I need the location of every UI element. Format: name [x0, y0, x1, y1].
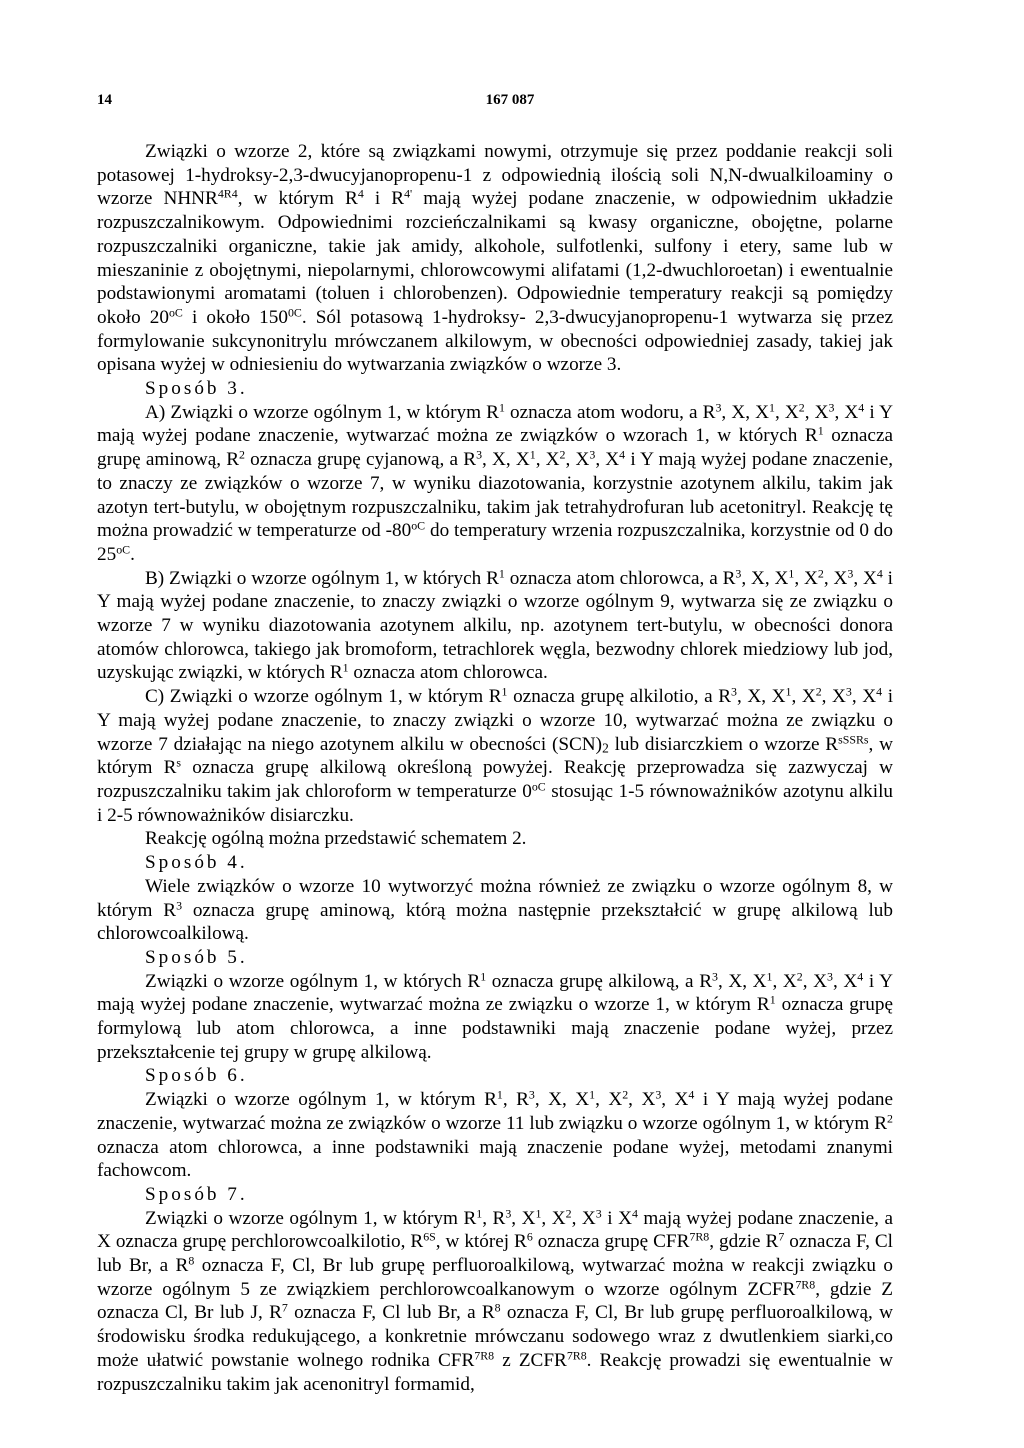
page-header: [97, 92, 923, 116]
section-heading-sposob-3: Sposób 3.: [145, 378, 248, 400]
section-heading-sposob-6: Sposób 6.: [145, 1065, 248, 1087]
section-heading-sposob-5: Sposób 5.: [145, 946, 248, 968]
paragraph-3c: C) Związki o wzorze ogólnym 1, w którym $R^1$ oznacza grupę alkilotio, a $R^3$, X, $X^1$, $X^2$, $X^3$, $X^4$ i Y mają wyżej podane znaczenie, to znaczy związki o wzorze 10, wytwarzać można ze związku o wzorze 7 działając na niego azotynem alkilu w obecności $(SCN)_2$ lub disiarczkiem o wzorze $R^{sSSRs}$, w którym $R^s$ oznacza grupę alkilową określoną powyżej. Reakcję przeprowadza się zazwyczaj w rozpuszczalniku takim jak chloroform w temperaturze $0^{oC}$ stosując 1-5 równoważników azotynu alkilu i 2-5 równoważników disiarczku.: [97, 684, 894, 826]
paragraph-intro: Związki o wzorze 2, które są związkami nowymi, otrzymuje się przez poddanie reakcji soli potasowej 1-hydroksy-2,3-dwucyjanopropenu-1 z odpowiednią ilością soli N,N-dwualkiloaminy o wzorze $NHNR^{4R4}$, w którym $R^4$ i $R^{4'}$ mają wyżej podane znaczenie, w odpowiednim układzie rozpuszczalnikowym. Odpowiednimi rozcieńczalnikami są kwasy organiczne, obojętne, polarne rozpuszczalniki organiczne, takie jak amidy, alkohole, sulfotlenki, sulfony i etery, same lub w mieszaninie z obojętnymi, niepolarnymi, chlorowcowymi alifatami (1,2-dwuchloroetan) i ewentualnie podstawionymi aromatami (toluen i chlorobenzen). Odpowiednie temperatury reakcji są pomiędzy około $20^{oC}$ i około $150^{0C}$. Sól potasową 1-hydroksy- 2,3-dwucyjanopropenu-1 wytwarza się przez formylowanie sukcynonitrylu mrówczanem alkilowym, w obecności odpowiedniej zasady, takiej jak opisana wyżej w odniesieniu do wytwarzania związków o wzorze 3.: [97, 141, 893, 376]
section-heading-sposob-7: Sposób 7.: [145, 1183, 248, 1205]
paragraph-sposob-5: Związki o wzorze ogólnym 1, w których $R^1$ oznacza grupę alkilową, a $R^3$, X, $X^1$, $X^2$, $X^3$, $X^4$ i Y mają wyżej podane znaczenie, wytwarzać można ze związku o wzorze 1, w którym $R^1$ oznacza grupę formylową lub atom chlorowca, a inne podstawniki mają znaczenie podane wyżej, przez przekształcenie tej grupy w grupę alkilową.: [97, 969, 894, 1063]
document-number: 167 087: [485, 92, 535, 108]
page-number: 14: [97, 92, 112, 108]
document-body: [97, 140, 893, 1396]
section-heading-sposob-4: Sposób 4.: [145, 852, 248, 874]
paragraph-scheme-2: Reakcję ogólną można przedstawić schematem 2.: [145, 828, 527, 850]
paragraph-sposob-7: Związki o wzorze ogólnym 1, w którym $R^1$, $R^3$, $X^1$, $X^2$, $X^3$ i $X^4$ mają wyżej podane znaczenie, a X oznacza grupę perchlorowcoalkilotio, $R^{6S}$, w której $R^6$ oznacza grupę $CFR^{7R8}$, gdzie $R^7$ oznacza F, Cl lub Br, a $R^8$ oznacza F, Cl, Br lub grupę perfluoroalkilową, wytwarzać można w reakcji związku o wzorze ogólnym 5 ze związkiem perchlorowcoalkanowym o wzorze ogólnym $ZCFR^{7R8}$, gdzie Z oznacza Cl, Br lub J, $R^7$ oznacza F, Cl lub Br, a $R^8$ oznacza F, Cl, Br lub grupę perfluoroalkilową, w środowisku środka redukującego, a konkretnie mrówczanu sodowego wraz z dwutlenkiem siarki,co może ułatwić powstanie wolnego rodnika $CFR^{7R8}$ z $ZCFR^{7R8}$. Reakcję prowadzi się ewentualnie w rozpuszczalniku takim jak acenonitryl formamid,: [97, 1206, 893, 1395]
paragraph-sposob-4: Wiele związków o wzorze 10 wytworzyć można również ze związku o wzorze ogólnym 8, w którym $R^3$ oznacza grupę aminową, którą można następnie przekształcić w grupę alkilową lub chlorowcoalkilową.: [97, 875, 893, 945]
paragraph-sposob-6: Związki o wzorze ogólnym 1, w którym $R^1$, $R^3$, X, $X^1$, $X^2$, $X^3$, $X^4$ i Y mają wyżej podane znaczenie, wytwarzać można ze związków o wzorze 11 lub związku o wzorze ogólnym 1, w którym $R^2$ oznacza atom chlorowca, a inne podstawniki mają znaczenie podane wyżej, metodami znanymi fachowcom.: [97, 1087, 894, 1182]
paragraph-3a: A) Związki o wzorze ogólnym 1, w którym $R^1$ oznacza atom wodoru, a $R^3$, X, $X^1$, $X^2$, $X^3$, $X^4$ i Y mają wyżej podane znaczenie, wytwarzać można ze związków o wzorach 1, w których $R^1$ oznacza grupę aminową, $R^2$ oznacza grupę cyjanową, a $R^3$, X, $X^1$, $X^2$, $X^3$, $X^4$ i Y mają wyżej podane znaczenie, to znaczy ze związków o wzorze 7, w wyniku diazotowania, korzystnie azotynem alkilu, takim jak azotyn tert-butylu, w obojętnym rozpuszczalniku, takim jak tetrahydrofuran lub acetonitryl. Reakcję tę można prowadzić w temperaturze od $-80^{oC}$ do temperatury wrzenia rozpuszczalnika, korzystnie od 0 do $25^{oC}$.: [97, 400, 894, 565]
paragraph-3b: B) Związki o wzorze ogólnym 1, w których $R^1$ oznacza atom chlorowca, a $R^3$, X, $X^1$, $X^2$, $X^3$, $X^4$ i Y mają wyżej podane znaczenie, to znaczy związki o wzorze ogólnym 9, wytwarza się ze związku o wzorze 7 w wyniku diazotowania azotynem alkilu, np. azotynem tert-butylu, w obecności donora atomów chlorowca, takiego jak bromoform, tetrachlorek węgla, bezwodny chlorek miedziowy lub jod, uzyskując związki, w których $R^1$ oznacza atom chlorowca.: [97, 566, 894, 684]
